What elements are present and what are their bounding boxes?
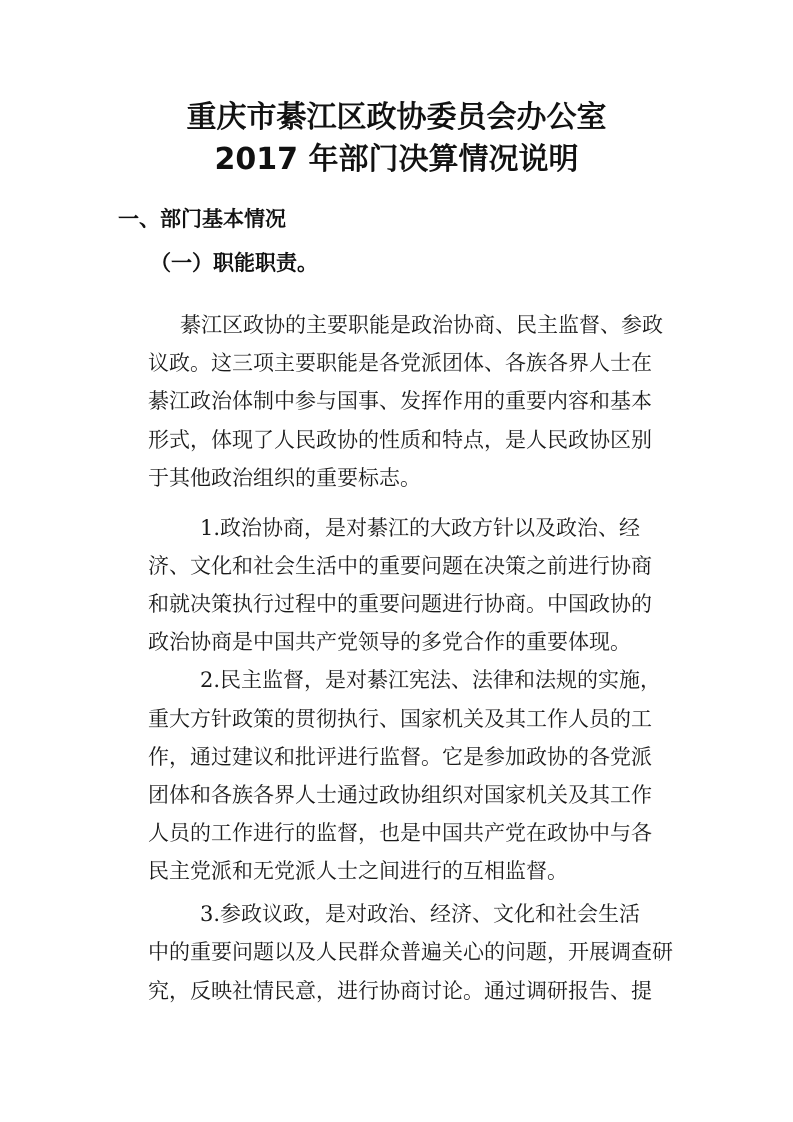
paragraph-line: 2.民主监督，是对綦江宪法、法律和法规的实施，: [200, 668, 662, 692]
paragraph-line: 綦江区政协的主要职能是政治协商、民主监督、参政: [180, 313, 663, 337]
paragraph-line: 和就决策执行过程中的重要问题进行协商。中国政协的: [148, 592, 652, 616]
paragraph-line: 济、文化和社会生活中的重要问题在决策之前进行协商: [148, 554, 652, 578]
subsection-heading: （一）职能职责。: [150, 251, 318, 275]
paragraph-line: 作，通过建议和批评进行监督。它是参加政协的各党派: [148, 745, 652, 769]
paragraph-line: 形式，体现了人民政协的性质和特点，是人民政协区别: [148, 428, 652, 452]
paragraph-line: 重大方针政策的贯彻执行、国家机关及其工作人员的工: [148, 707, 652, 731]
paragraph-line: 团体和各族各界人士通过政协组织对国家机关及其工作: [148, 783, 652, 807]
paragraph-line: 3.参政议政，是对政治、经济、文化和社会生活: [200, 902, 641, 926]
paragraph-line: 人员的工作进行的监督，也是中国共产党在政协中与各: [148, 821, 652, 845]
paragraph-line: 究，反映社情民意，进行协商讨论。通过调研报告、提: [148, 979, 652, 1003]
section-heading: 一、部门基本情况: [118, 207, 286, 231]
paragraph-line: 綦江政治体制中参与国事、发挥作用的重要内容和基本: [148, 389, 652, 413]
paragraph-line: 于其他政治组织的重要标志。: [148, 466, 421, 490]
paragraph-line: 中的重要问题以及人民群众普遍关心的问题，开展调查研: [148, 940, 673, 964]
paragraph-line: 政治协商是中国共产党领导的多党合作的重要体现。: [148, 630, 631, 654]
paragraph-line: 1.政治协商，是对綦江的大政方针以及政治、经: [200, 516, 641, 540]
paragraph-line: 民主党派和无党派人士之间进行的互相监督。: [148, 859, 568, 883]
paragraph-line: 议政。这三项主要职能是各党派团体、各族各界人士在: [148, 351, 652, 375]
document-subtitle: 2017 年部门决算情况说明: [214, 142, 579, 177]
document-title: 重庆市綦江区政协委员会办公室: [186, 100, 607, 135]
